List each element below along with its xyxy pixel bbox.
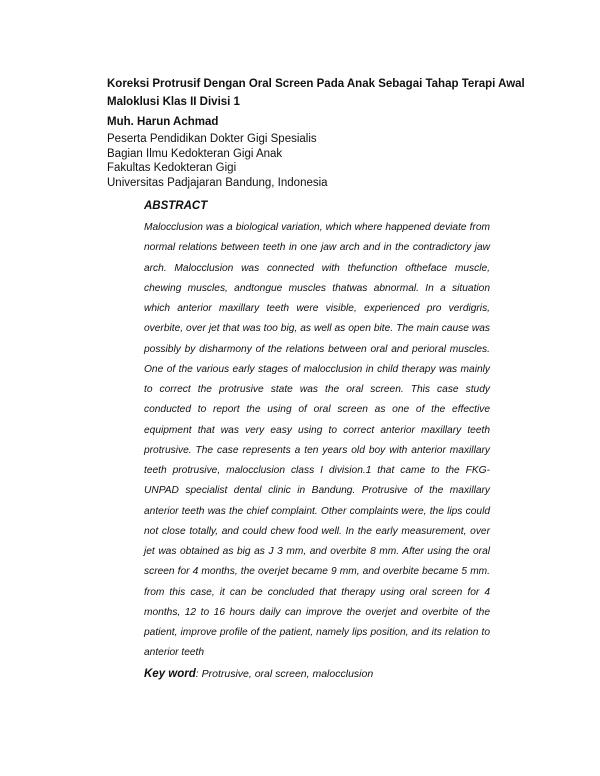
keywords-line <box>144 666 490 682</box>
abstract-section <box>144 198 490 682</box>
affiliation-line: Peserta Pendidikan Dokter Gigi Spesialis <box>107 133 317 145</box>
author-block <box>107 115 527 190</box>
affiliation-line: Bagian Ilmu Kedokteran Gigi Anak <box>107 147 283 160</box>
paper-title: Koreksi Protrusif Dengan Oral Screen Pada Anak Sebagai Tahap Terapi Awal Maloklusi Klas II Divisi 1 <box>107 78 525 108</box>
abstract-body: Malocclusion was a biological variation, which where happened deviate from normal relations between teeth in one jaw arch and in the contradictory jaw arch. Malocclusion was connected with thefunction oftheface muscle, chewing muscles, andtongue muscles thatwas abnormal. In a situation which anterior maxillary teeth were visible, experienced pro verdigris, overbite, over jet that was too big, as well as open bite. The main cause was possibly by disharmony of the relations between oral and perioral muscles. One of the various early stages of malocclusion in child therapy was mainly to correct the protrusive state was the oral screen. This case study conducted to report the using of oral screen as one of the effective equipment that was very easy using to correct anterior maxillary teeth protrusive. The case represents a ten years old boy with anterior maxillary teeth protrusive, malocclusion class I division.1 that came to the FKG-UNPAD specialist dental clinic in Bandung. Protrusive of the maxillary anterior teeth was the chief complaint. Other complaints were, the lips could not close totally, and could chew food well. In the early measurement, over jet was obtained as big as J 3 mm, and overbite 8 mm. After using the oral screen for 4 months, the overjet became 9 mm, and overbite became 5 mm. from this case, it can be concluded that therapy using oral screen for 4 months, 12 to 16 hours daily can improve the overjet and overbite of the patient, improve profile of the patient, namely lips position, and its relation to anterior teeth <box>144 222 490 659</box>
affiliation-line: Fakultas Kedokteran Gigi <box>107 162 237 174</box>
keywords-text: : Protrusive, oral screen, malocclusion <box>195 667 374 680</box>
author-name: Muh. Harun Achmad <box>107 116 219 128</box>
keywords-label: Key word <box>144 667 196 680</box>
affiliation-line: Universitas Padjajaran Bandung, Indonesia <box>107 176 328 189</box>
abstract-heading: ABSTRACT <box>144 200 208 212</box>
